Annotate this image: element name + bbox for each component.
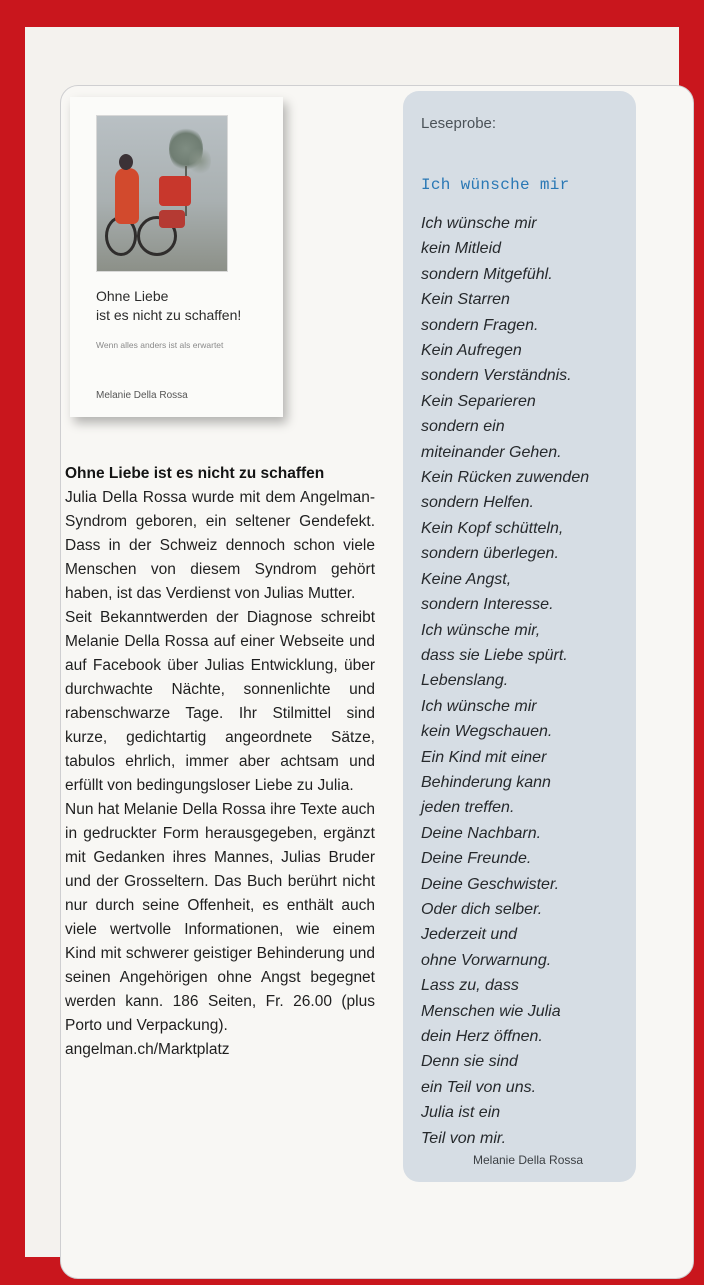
poem-line: sondern Fragen.: [421, 316, 539, 334]
poem-line: Kein Separieren: [421, 392, 536, 410]
tree-shape-small: [189, 146, 211, 176]
poem-line: jeden treffen.: [421, 799, 515, 817]
poem-line: Ich wünsche mir,: [421, 621, 541, 639]
poem-line: sondern ein: [421, 418, 505, 436]
article-heading: Ohne Liebe ist es nicht zu schaffen: [65, 465, 325, 482]
poem-line: Menschen wie Julia: [421, 1002, 561, 1020]
poem-line: kein Wegschauen.: [421, 723, 553, 741]
shop-link[interactable]: angelman.ch/Marktplatz: [65, 1041, 230, 1058]
article-paragraph-2: Seit Bekanntwerden der Diagnose schreibt Melanie Della Rossa auf einer Webseite und auf Facebook über Julias Entwicklung, über durchwachte Nächte, sonnenlichte und rabenschwarze Tage. Ihr Stilmittel sind kurze, gedichtartig angeordnete Sätze, tabulos ehrlich, immer aber achtsam und erfüllt von bedingungsloser Liebe zu Julia.: [65, 609, 375, 794]
book-title-line2: ist es nicht zu schaffen!: [96, 307, 242, 323]
poem-line: Kein Aufregen: [421, 342, 522, 360]
poem-line: Deine Nachbarn.: [421, 824, 542, 842]
poem-author: Melanie Della Rossa: [473, 1153, 584, 1167]
bike-bag: [159, 210, 185, 228]
reading-sample-box: [403, 91, 636, 1182]
poem-line: sondern Interesse.: [421, 596, 554, 614]
girl-figure: [115, 168, 139, 224]
poem-line: Lebenslang.: [421, 672, 509, 690]
book-title: [96, 287, 276, 325]
book-title-line1: Ohne Liebe: [96, 288, 169, 304]
poem-line: Keine Angst,: [421, 570, 512, 588]
poem-line: ohne Vorwarnung.: [421, 951, 552, 969]
poem-line: ein Teil von uns.: [421, 1078, 537, 1096]
poem-line: Ein Kind mit einer: [421, 748, 547, 766]
poem-line: Kein Kopf schütteln,: [421, 519, 564, 537]
poem: [421, 211, 636, 1151]
poem-line: Behinderung kann: [421, 773, 551, 791]
poem-line: Kein Rücken zuwenden: [421, 469, 590, 487]
poem-line: sondern Mitgefühl.: [421, 265, 553, 283]
poem-line: miteinander Gehen.: [421, 443, 562, 461]
poem-line: dein Herz öffnen.: [421, 1028, 543, 1045]
poem-line: sondern Helfen.: [421, 494, 534, 512]
poem-line: Deine Freunde.: [421, 850, 532, 868]
poem-line: Teil von mir.: [421, 1129, 507, 1147]
book-author: Melanie Della Rossa: [96, 390, 188, 401]
article-paragraph-3: Nun hat Melanie Della Rossa ihre Texte auch in gedruckter Form herausgegeben, ergänzt mit Gedanken ihres Mannes, Julias Bruder und der Grosseltern. Das Buch berührt nicht nur durch seine Offenheit, es enthält auch viele wertvolle Informationen, wie einem Kind mit schwerer geistiger Behinderung und seinen Angehörigen ohne Angst begegnet werden kann. 186 Seiten, Fr. 26.00 (plus Porto und Verpackung).: [65, 801, 375, 1034]
book-cover: [70, 97, 283, 417]
reading-sample-label: Leseprobe:: [421, 115, 497, 132]
poem-line: kein Mitleid: [421, 240, 502, 258]
poem-line: Oder dich selber.: [421, 900, 543, 918]
poem-line: Deine Geschwister.: [421, 875, 560, 893]
girl-head: [119, 154, 133, 170]
poem-line: Jederzeit und: [421, 926, 518, 944]
poem-line: Kein Starren: [421, 291, 510, 309]
poem-line: sondern überlegen.: [421, 545, 559, 563]
poem-line: dass sie Liebe spürt.: [421, 646, 568, 664]
book-subtitle: Wenn alles anders ist als erwartet: [96, 340, 224, 350]
poem-line: Julia ist ein: [421, 1104, 501, 1122]
poem-line: Ich wünsche mir: [421, 697, 537, 715]
poem-line: Ich wünsche mir: [421, 215, 537, 232]
bike-basket: [159, 176, 191, 206]
poem-line: Lass zu, dass: [421, 977, 519, 995]
poem-title: Ich wünsche mir: [421, 176, 570, 194]
poem-line: Denn sie sind: [421, 1053, 518, 1071]
poem-line: sondern Verständnis.: [421, 367, 572, 385]
article-paragraph-1: Julia Della Rossa wurde mit dem Angelman-Syndrom geboren, ein seltener Gendefekt. Dass in der Schweiz dennoch schon viele Menschen von diesem Syndrom gehört haben, ist das Verdienst von Julias Mutter.: [65, 489, 375, 602]
cover-photo: [96, 115, 228, 272]
article-body: [65, 462, 375, 1062]
